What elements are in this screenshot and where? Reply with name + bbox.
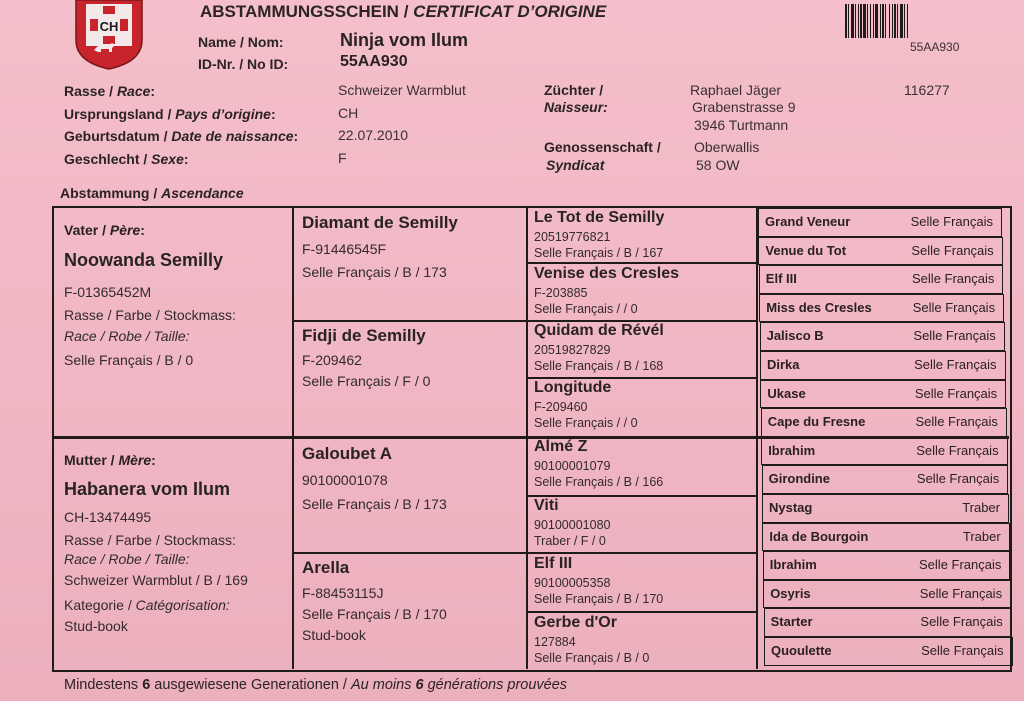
origin-value: CH [338, 105, 359, 121]
dam-category-label: Kategorie / Catégorisation: [64, 597, 230, 613]
gen3-name: Almé Z [534, 438, 588, 455]
gen2-name: Diamant de Semilly [302, 213, 458, 232]
gen4-cell [762, 523, 1009, 552]
certificate-title [200, 2, 606, 22]
gen3-desc: Selle Français / B / 166 [534, 475, 664, 489]
breeder-city: 3946 Turtmann [694, 117, 789, 133]
gen4-cell [764, 608, 1012, 637]
gen3-name: Longitude [534, 379, 612, 396]
gen4-name: Quoulette [771, 643, 832, 658]
sire-desc-label-de: Rasse / Farbe / Stockmass: [64, 307, 236, 323]
gen2-desc: Selle Français / B / 173 [302, 496, 447, 512]
race-value: Schweizer Warmblut [338, 82, 466, 98]
gen4-name: Girondine [768, 471, 830, 487]
gen4-cell [764, 637, 1013, 666]
divider-gen3-5 [526, 495, 758, 497]
gen4-breed: Selle Français [919, 557, 1002, 573]
gen4-breed: Selle Français [913, 328, 996, 344]
divider-gen2-b [292, 552, 528, 554]
gen3-desc: Selle Français / B / 168 [534, 359, 664, 373]
sex-label: Geschlecht / Sexe: [64, 151, 189, 167]
horse-name: Ninja vom Ilum [340, 30, 469, 50]
gen2-id: 90100001078 [302, 472, 388, 488]
title-de: ABSTAMMUNGSSCHEIN [200, 2, 399, 21]
gen3-id: 127884 [534, 635, 576, 649]
gen4-cell [762, 465, 1009, 494]
gen4-cell [760, 380, 1006, 409]
gen4-cell [758, 237, 1002, 266]
gen4-name: Jalisco B [766, 328, 824, 344]
coop-label-de: Genossenschaft / [544, 139, 661, 155]
gen3-name: Venise des Cresles [534, 265, 679, 282]
gen4-cell [761, 437, 1007, 466]
divider-gen3-1 [526, 262, 758, 264]
id-label: ID-Nr. / No ID: [198, 56, 289, 72]
breeder-label-de: Züchter / [544, 82, 604, 98]
dam-desc-label-fr: Race / Robe / Taille: [64, 551, 190, 567]
gen2-desc: Selle Français / F / 0 [302, 373, 431, 389]
gen2-desc: Selle Français / B / 173 [302, 264, 447, 280]
gen4-breed: Traber [962, 528, 1001, 544]
gen4-breed: Selle Français [916, 442, 999, 458]
gen3-desc: Traber / F / 0 [534, 534, 606, 548]
origin-label: Ursprungsland / Pays d’origine: [64, 106, 276, 122]
divider-col-2 [526, 208, 528, 669]
gen4-name: Starter [770, 614, 813, 630]
barcode-text: 55AA930 [910, 40, 960, 54]
gen4-breed: Selle Français [914, 385, 998, 401]
gen3-id: F-209460 [534, 400, 588, 414]
gen2-name: Galoubet A [302, 444, 393, 463]
title-separator: / [403, 2, 409, 21]
gen4-breed: Selle Français [912, 299, 996, 315]
gen4-cell [763, 580, 1011, 609]
gen3-desc: Selle Français / B / 170 [534, 592, 664, 606]
gen3-id: 90100001079 [534, 459, 611, 473]
dam-name: Habanera vom Ilum [64, 479, 231, 499]
gen2-extra: Stud-book [302, 627, 366, 643]
sex-value: F [338, 150, 347, 166]
gen3-name: Gerbe d'Or [534, 614, 617, 631]
gen4-cell [759, 265, 1004, 294]
gen4-name: Grand Veneur [765, 214, 851, 229]
divider-gen3-6 [526, 552, 758, 554]
dam-category-value: Stud-book [64, 618, 128, 634]
gen4-name: Ida de Bourgoin [769, 528, 869, 544]
gen4-name: Miss des Cresles [766, 299, 872, 315]
ancestry-label: Abstammung / Ascendance [60, 185, 244, 201]
breeder-name: Raphael Jäger [690, 82, 782, 98]
pedigree-table [52, 206, 1012, 672]
barcode [845, 4, 969, 38]
divider-gen3-7 [526, 611, 758, 613]
dam-id: CH-13474495 [64, 509, 152, 525]
gen4-breed: Selle Français [915, 414, 998, 430]
gen2-id: F-209462 [302, 352, 362, 368]
gen3-id: F-203885 [534, 286, 588, 300]
gen4-cell [761, 408, 1007, 437]
gen2-name: Arella [302, 558, 350, 577]
gen4-breed: Selle Français [912, 271, 995, 287]
gen4-name: Osyris [770, 585, 811, 601]
title-fr: CERTIFICAT D’ORIGINE [413, 2, 607, 21]
swiss-breeding-logo [74, 0, 144, 70]
coop-name: Oberwallis [694, 139, 760, 155]
gen2-id: F-91446545F [302, 241, 387, 257]
sire-desc-value: Selle Français / B / 0 [64, 352, 194, 368]
divider-col-1 [292, 208, 294, 669]
gen4-breed: Selle Français [920, 614, 1003, 630]
gen4-cell [758, 208, 1002, 237]
name-label: Name / Nom: [198, 34, 284, 50]
divider-gen2-a [292, 320, 528, 322]
birth-label: Geburtsdatum / Date de naissance: [64, 128, 299, 144]
dam-desc-label-de: Rasse / Farbe / Stockmass: [64, 532, 236, 548]
gen2-desc: Selle Français / B / 170 [302, 606, 447, 622]
breeder-street: Grabenstrasse 9 [692, 99, 796, 115]
gen3-id: 20519776821 [534, 230, 611, 244]
gen4-cell [760, 351, 1006, 380]
svg-text:CH: CH [99, 19, 119, 34]
gen4-breed: Traber [962, 500, 1000, 515]
coop-label-fr: Syndicat [546, 157, 605, 173]
coop-code: 58 OW [696, 157, 740, 173]
gen4-breed: Selle Français [919, 585, 1003, 601]
gen4-name: Venue du Tot [765, 242, 847, 258]
sire-desc-label-fr: Race / Robe / Taille: [64, 328, 190, 344]
gen4-breed: Selle Français [914, 357, 997, 372]
gen3-name: Elf III [534, 555, 573, 572]
sire-id: F-01365452M [64, 284, 152, 300]
breeder-label-fr: Naisseur: [544, 99, 608, 115]
gen4-cell [760, 322, 1005, 351]
gen3-desc: Selle Français / B / 0 [534, 651, 650, 665]
gen4-name: Dirka [767, 357, 800, 372]
dam-desc-value: Schweizer Warmblut / B / 169 [64, 572, 248, 588]
gen3-desc: Selle Français / / 0 [534, 302, 638, 316]
gen4-name: Elf III [765, 271, 797, 287]
gen4-breed: Selle Français [916, 471, 1000, 487]
dam-label: Mutter / Mère: [64, 452, 156, 468]
gen3-id: 90100001080 [534, 518, 611, 532]
gen4-cell [763, 551, 1011, 580]
gen4-breed: Selle Français [911, 242, 994, 258]
gen4-name: Cape du Fresne [767, 414, 866, 430]
horse-id: 55AA930 [340, 53, 408, 70]
gen4-cell [762, 494, 1009, 523]
sire-name: Noowanda Semilly [64, 250, 224, 270]
gen4-name: Ibrahim [769, 557, 817, 573]
gen4-name: Nystag [769, 500, 813, 515]
breeder-number: 116277 [904, 82, 950, 98]
race-label: Rasse / Race: [64, 83, 156, 99]
gen3-name: Viti [534, 497, 559, 514]
footer-generations: Mindestens 6 ausgewiesene Generationen / Au moins 6 générations prouvées [64, 677, 568, 693]
gen3-id: 90100005358 [534, 576, 611, 590]
gen3-desc: Selle Français / B / 167 [534, 246, 664, 260]
divider-col-3 [756, 208, 758, 669]
gen3-name: Quidam de Révél [534, 322, 664, 339]
gen4-name: Ibrahim [768, 442, 816, 458]
gen3-desc: Selle Français / / 0 [534, 416, 638, 430]
gen2-id: F-88453115J [302, 585, 384, 601]
sire-label: Vater / Père: [64, 222, 145, 238]
gen2-name: Fidji de Semilly [302, 326, 426, 345]
gen4-breed: Selle Français [921, 643, 1004, 658]
birth-value: 22.07.2010 [338, 127, 409, 143]
gen4-breed: Selle Français [910, 214, 993, 229]
gen3-id: 20519827829 [534, 343, 611, 357]
gen3-name: Le Tot de Semilly [534, 209, 665, 226]
gen4-name: Ukase [767, 385, 806, 401]
gen4-cell [759, 294, 1004, 323]
